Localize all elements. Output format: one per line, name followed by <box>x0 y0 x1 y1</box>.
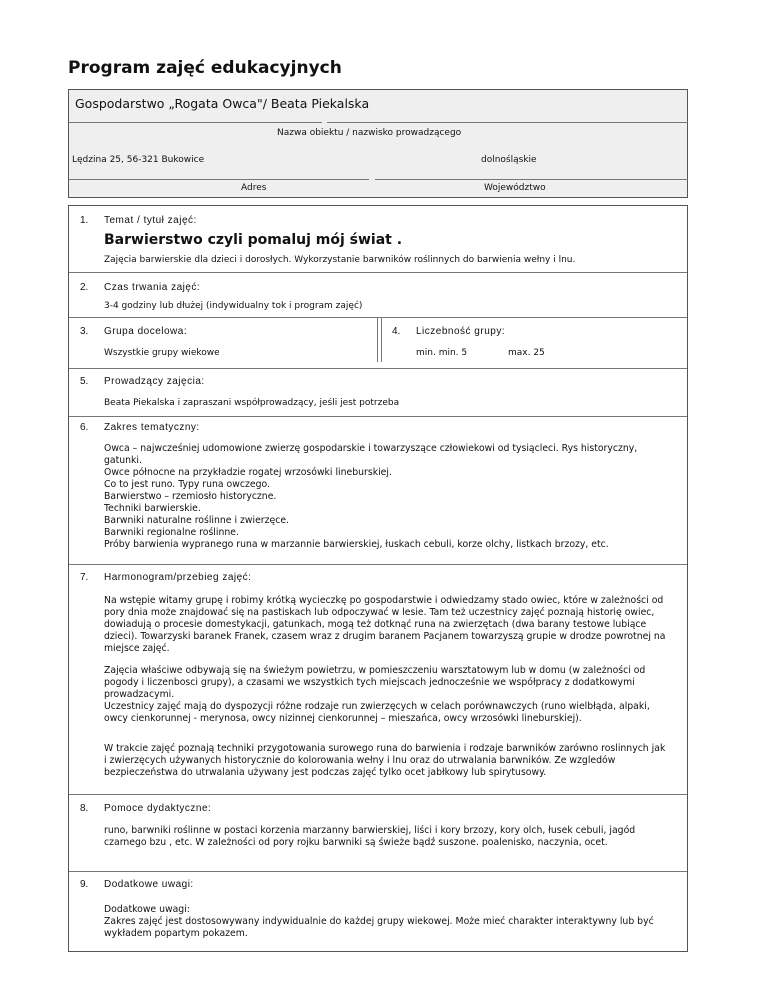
section-number: 8. <box>80 803 89 814</box>
column-divider <box>381 317 382 362</box>
section-label: Harmonogram/przebieg zajęć: <box>104 572 252 583</box>
section-label: Liczebność grupy: <box>416 326 506 337</box>
section-label: Czas trwania zajęć: <box>104 282 201 293</box>
address-caption: Adres <box>241 183 267 193</box>
section-label: Grupa docelowa: <box>104 326 188 337</box>
row-divider <box>69 564 687 565</box>
section-number: 6. <box>80 422 89 433</box>
section-text: 3-4 godziny lub dłużej (indywidualny tok i program zajęć) <box>104 301 363 311</box>
section-text: W trakcie zajęć poznają techniki przygotowania surowego runa do barwienia i rodzaje barwników zarówno roslinnych jak i zwierzęcych używanych historycznie do kolorowania wełny i lnu oraz do utrwalania barwników. Ze wzgledów bezpieczeństwa do utrwalania używany jest podczas zajęć tylko ocet jabłkowy lub spirytusowy. <box>104 743 666 778</box>
organization-caption: Nazwa obiektu / nazwisko prowadzącego <box>277 128 462 138</box>
section-text: Wszystkie grupy wiekowe <box>104 348 220 358</box>
row-divider <box>69 794 687 795</box>
organization-name: Gospodarstwo „Rogata Owca"/ Beata Piekalska <box>75 96 370 111</box>
divider <box>69 179 369 180</box>
group-min: min. min. 5 <box>416 348 468 358</box>
region-value: dolnośląskie <box>481 155 537 165</box>
divider <box>327 122 688 123</box>
section-number: 5. <box>80 376 89 387</box>
section-label: Temat / tytuł zajęć: <box>104 215 197 226</box>
region-caption: Województwo <box>484 183 546 193</box>
section-text: Zajęcia barwierskie dla dzieci i dorosłych. Wykorzystanie barwników roślinnych do barwienia wełny i lnu. <box>104 255 576 265</box>
program-table <box>68 205 688 952</box>
subject-title: Barwierstwo czyli pomaluj mój świat . <box>104 232 403 248</box>
row-divider <box>69 416 687 417</box>
section-number: 7. <box>80 572 89 583</box>
header-box <box>68 89 688 198</box>
row-divider <box>69 317 687 318</box>
section-text: Owca – najwcześniej udomowione zwierzę gospodarskie i towarzyszące człowiekowi od tysiącleci. Rys historyczny, gatunki. Owce północne na przykładzie rogatej wrzosówki lineburskiej. Co to jest runo. Typy runa owczego. Barwierstwo – rzemiosło historyczne. Techniki barwierskie. Barwniki naturalne roślinne i zwierzęce. Barwniki regionalne roślinne. Próby barwienia wypranego runa w marzannie barwierskiej, łuskach cebuli, korze olchy, listkach brzozy, etc. <box>104 443 638 550</box>
page-title: Program zajęć edukacyjnych <box>68 58 342 78</box>
section-label: Dodatkowe uwagi: <box>104 879 194 890</box>
section-label: Zakres tematyczny: <box>104 422 200 433</box>
section-text: Na wstępie witamy grupę i robimy krótką wycieczkę po gospodarstwie i odwiedzamy stado owiec, które w zależności od pory dnia może znajdować się na pastiskach lub odpoczywać w lesie. Tam też uczestnicy zajęć poznają historię owiec, dowiadują o procesie domestykacji, gatunkach, mogą też dotknąć runa na zwierzętach (dwa barany testowe lubiące dzieci). Towarzyski baranek Franek, czasem wraz z drugim baranem Pacjanem towarzyszą grupie w drodze powrotnej na miejsce zajęć. <box>104 595 666 654</box>
divider <box>69 122 322 123</box>
section-label: Prowadzący zajęcia: <box>104 376 205 387</box>
row-divider <box>69 272 687 273</box>
section-text: Dodatkowe uwagi: Zakres zajęć jest dostosowywany indywidualnie do każdej grupy wiekowej. Może mieć charakter interaktywny lub być wykładem popartym pokazem. <box>104 904 654 939</box>
section-number: 9. <box>80 879 89 890</box>
section-number: 1. <box>80 215 89 226</box>
section-label: Pomoce dydaktyczne: <box>104 803 212 814</box>
section-text: Beata Piekalska i zapraszani współprowadzący, jeśli jest potrzeba <box>104 398 400 408</box>
column-divider <box>377 317 378 362</box>
section-number: 2. <box>80 282 89 293</box>
group-max: max. 25 <box>508 348 545 358</box>
section-text: runo, barwniki roślinne w postaci korzenia marzanny barwierskiej, liści i kory brzozy, kory olch, łusek cebuli, jagód czarnego bzu , etc. W zależności od pory rojku barwniki są świeże bądź suszone. poalenisko, naczynia, ocet. <box>104 825 636 848</box>
section-number: 4. <box>392 326 401 337</box>
section-number: 3. <box>80 326 89 337</box>
row-divider <box>69 368 687 369</box>
address-value: Lędzina 25, 56-321 Bukowice <box>72 155 205 165</box>
divider <box>375 179 688 180</box>
section-text: Zajęcia właściwe odbywają się na świeżym powietrzu, w pomieszczeniu warsztatowym lub w domu (w zależności od pogody i liczenbosci grupy), a czasami we wszystkich tych miejscach jednocześnie we współpracy z dodatkowymi prowadzacymi. Uczestnicy zajęć mają do dyspozycji różne rodzaje run zwierzęcych w celach porównawczych (runo wielbłąda, alpaki, owcy cienkorunnej - merynosa, owcy nizinnej cienkorunnej – mieszańca, owcy wrzosówki lineburskiej). <box>104 665 650 724</box>
row-divider <box>69 871 687 872</box>
